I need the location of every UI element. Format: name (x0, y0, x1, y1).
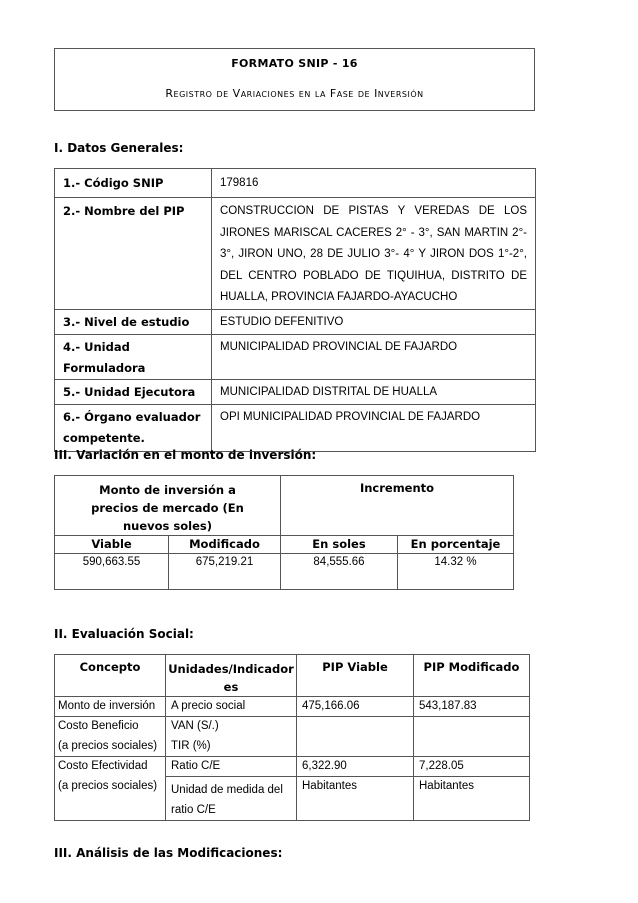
table-row (55, 169, 536, 198)
row-label-unidad-ejecutora: 5.- Unidad Ejecutora (55, 379, 212, 404)
incremento-header: Incremento (281, 476, 514, 536)
cell-concepto: (a precios sociales) (55, 777, 166, 821)
table-row (55, 757, 530, 777)
row-value-nivel-estudio: ESTUDIO DEFENITIVO (212, 309, 536, 334)
row-value-nombre-pip: CONSTRUCCION DE PISTAS Y VEREDAS DE LOS JIRONES MARISCAL CACERES 2° - 3°, SAN MARTIN 2°- 3°, JIRON UNO, 28 DE JULIO 3°- 4° Y JIRON DOS 1°-2°, DEL CENTRO POBLADO DE TIQUIHUA, DISTRITO DE HUALLA, PROVINCIA FAJARDO-AYACUCHO (212, 198, 536, 310)
col-pip-modificado: PIP Modificado (414, 655, 530, 697)
cell-unidad: VAN (S/.) (166, 717, 297, 737)
row-label-unidad-formuladora: 4.- Unidad Formuladora (55, 334, 212, 379)
evaluacion-social-table (54, 654, 530, 821)
monto-mercado-header: Monto de inversión a precios de mercado (En nuevos soles) (55, 476, 281, 536)
value-viable: 590,663.55 (55, 554, 169, 590)
row-label-nombre-pip: 2.- Nombre del PIP (55, 198, 212, 310)
cell-pip-viable: Habitantes (297, 777, 414, 821)
col-en-soles: En soles (281, 536, 398, 554)
table-row (55, 198, 536, 310)
row-value-organo-evaluador: OPI MUNICIPALIDAD PROVINCIAL DE FAJARDO (212, 404, 536, 451)
variacion-monto-table (54, 475, 514, 590)
cell-unidad: Ratio C/E (166, 757, 297, 777)
value-en-porcentaje: 14.32 % (398, 554, 514, 590)
cell-pip-viable: 475,166.06 (297, 697, 414, 717)
table-row (55, 536, 514, 554)
row-value-codigo-snip: 179816 (212, 169, 536, 198)
row-value-unidad-ejecutora: MUNICIPALIDAD DISTRITAL DE HUALLA (212, 379, 536, 404)
table-row (55, 379, 536, 404)
table-row (55, 777, 530, 821)
table-row (55, 697, 530, 717)
table-row (55, 334, 536, 379)
table-row (55, 717, 530, 737)
section-evaluacion-social-heading: II. Evaluación Social: (54, 627, 194, 641)
col-en-porcentaje: En porcentaje (398, 536, 514, 554)
value-modificado: 675,219.21 (169, 554, 281, 590)
cell-pip-viable (297, 717, 414, 737)
cell-unidad: A precio social (166, 697, 297, 717)
cell-unidad: Unidad de medida del ratio C/E (166, 777, 297, 821)
section-variacion-monto-heading: III. Variación en el monto de inversión: (54, 448, 317, 462)
form-title: FORMATO SNIP - 16 (231, 57, 358, 70)
cell-pip-viable (297, 737, 414, 757)
col-pip-viable: PIP Viable (297, 655, 414, 697)
row-label-codigo-snip: 1.- Código SNIP (55, 169, 212, 198)
cell-pip-modificado (414, 717, 530, 737)
col-unidades-indicadores: Unidades/Indicadores (166, 655, 297, 697)
col-concepto: Concepto (55, 655, 166, 697)
table-row (55, 737, 530, 757)
cell-concepto: Monto de inversión (55, 697, 166, 717)
cell-pip-viable: 6,322.90 (297, 757, 414, 777)
cell-concepto: Costo Beneficio (55, 717, 166, 737)
table-row (55, 476, 514, 536)
table-row (55, 554, 514, 590)
col-modificado: Modificado (169, 536, 281, 554)
table-row (55, 655, 530, 697)
datos-generales-table (54, 168, 536, 452)
section-datos-generales-heading: I. Datos Generales: (54, 141, 184, 155)
value-en-soles: 84,555.66 (281, 554, 398, 590)
col-viable: Viable (55, 536, 169, 554)
row-value-unidad-formuladora: MUNICIPALIDAD PROVINCIAL DE FAJARDO (212, 334, 536, 379)
cell-pip-modificado: 7,228.05 (414, 757, 530, 777)
table-row (55, 404, 536, 451)
cell-unidad: TIR (%) (166, 737, 297, 757)
form-header-box (54, 48, 535, 111)
table-row (55, 309, 536, 334)
cell-pip-modificado: 543,187.83 (414, 697, 530, 717)
cell-pip-modificado (414, 737, 530, 757)
section-analisis-modificaciones-heading: III. Análisis de las Modificaciones: (54, 846, 283, 860)
cell-concepto: (a precios sociales) (55, 737, 166, 757)
form-subtitle: Registro de Variaciones en la Fase de Inversión (165, 87, 424, 100)
cell-pip-modificado: Habitantes (414, 777, 530, 821)
row-label-nivel-estudio: 3.- Nivel de estudio (55, 309, 212, 334)
row-label-organo-evaluador: 6.- Órgano evaluador competente. (55, 404, 212, 451)
cell-concepto: Costo Efectividad (55, 757, 166, 777)
